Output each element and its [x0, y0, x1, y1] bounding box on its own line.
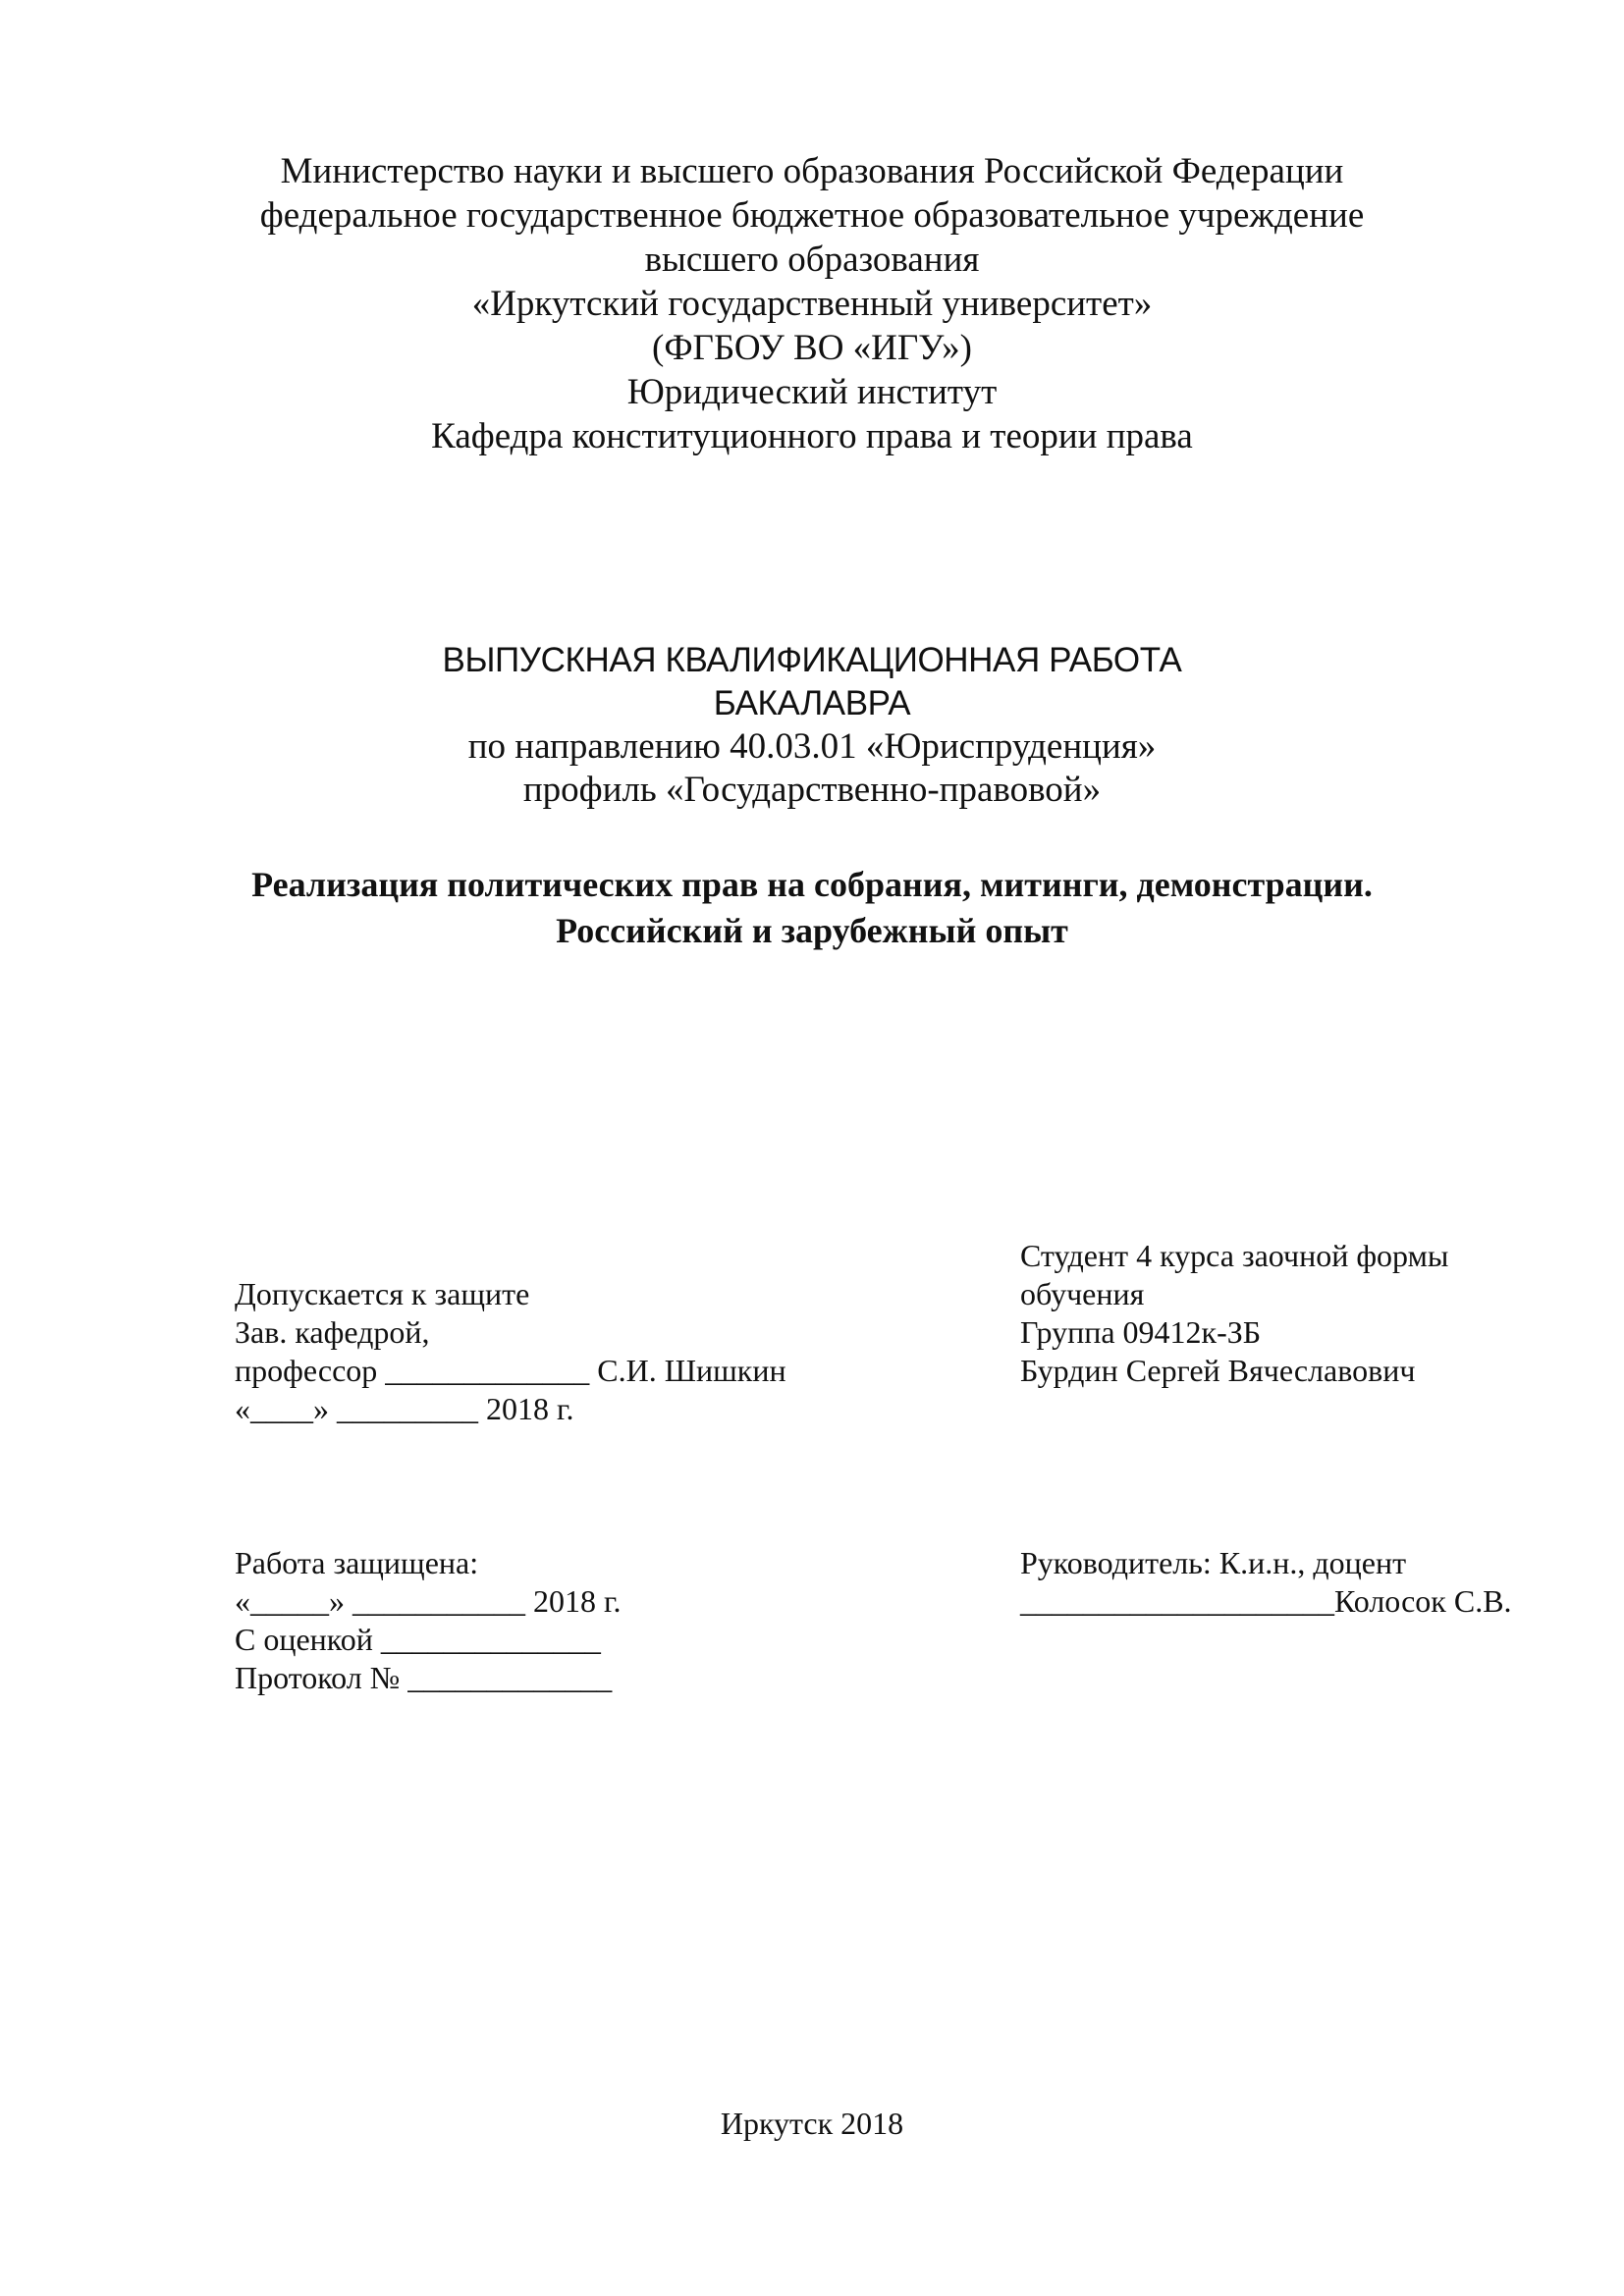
- supervisor-line-1: Руководитель: К.и.н., доцент: [1020, 1545, 1407, 1580]
- defense-block: [235, 1544, 622, 1697]
- study-profile: профиль «Государственно-правовой»: [522, 770, 1102, 810]
- university-abbreviation: (ФГБОУ ВО «ИГУ»): [652, 328, 972, 368]
- student-line-3: Группа 09412к-ЗБ: [1020, 1314, 1262, 1350]
- defense-line-1: Работа защищена:: [235, 1545, 479, 1580]
- admission-line-1: Допускается к защите: [235, 1276, 530, 1311]
- footer-city-year: Иркутск 2018: [720, 2106, 904, 2141]
- institution-type: федеральное государственное бюджетное образовательное учреждение: [259, 195, 1365, 236]
- admission-block: [235, 1275, 786, 1428]
- education-level: высшего образования: [644, 240, 980, 280]
- admission-line-2: Зав. кафедрой,: [235, 1314, 430, 1350]
- defense-line-4: Протокол № _____________: [235, 1660, 613, 1695]
- student-block: [1020, 1237, 1448, 1390]
- thesis-topic: [0, 862, 1624, 954]
- student-line-1: Студент 4 курса заочной формы: [1020, 1238, 1449, 1273]
- work-type-line-2: БАКАЛАВРА: [713, 684, 911, 722]
- institute-name: Юридический институт: [626, 372, 998, 412]
- admission-line-4: «____» _________ 2018 г.: [235, 1391, 574, 1426]
- supervisor-line-2: ____________________Колосок С.В.: [1020, 1583, 1512, 1619]
- student-line-4: Бурдин Сергей Вячеславович: [1020, 1353, 1416, 1388]
- supervisor-block: [1020, 1544, 1512, 1621]
- thesis-topic-line-1: Реализация политических прав на собрания, митинги, демонстрации.: [251, 865, 1373, 904]
- department-name: Кафедра конституционного права и теории права: [431, 416, 1193, 456]
- ministry-name: Министерство науки и высшего образования Российской Федерации: [280, 151, 1344, 191]
- study-direction: по направлению 40.03.01 «Юриспруденция»: [467, 726, 1157, 767]
- thesis-topic-line-2: Российский и зарубежный опыт: [556, 911, 1068, 950]
- defense-line-3: С оценкой ______________: [235, 1622, 601, 1657]
- work-type-line-1: ВЫПУСКНАЯ КВАЛИФИКАЦИОННАЯ РАБОТА: [442, 641, 1182, 679]
- title-page-header: [0, 149, 1624, 458]
- defense-line-2: «_____» ___________ 2018 г.: [235, 1583, 622, 1619]
- student-line-2: обучения: [1020, 1276, 1145, 1311]
- work-description: [0, 639, 1624, 812]
- admission-line-3: профессор _____________ С.И. Шишкин: [235, 1353, 786, 1388]
- university-name: «Иркутский государственный университет»: [471, 284, 1153, 324]
